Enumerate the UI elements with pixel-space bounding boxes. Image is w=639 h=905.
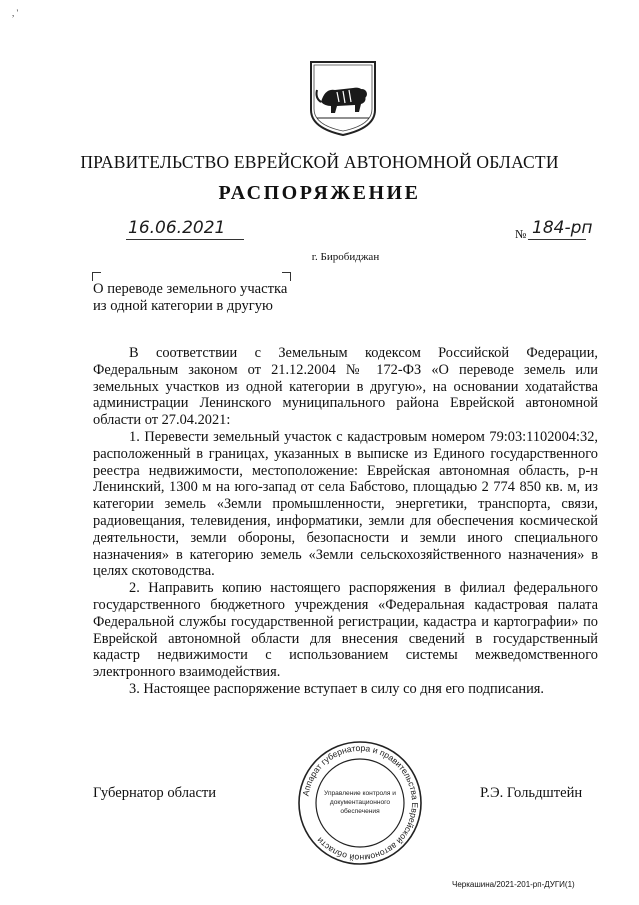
government-name: ПРАВИТЕЛЬСТВО ЕВРЕЙСКОЙ АВТОНОМНОЙ ОБЛАСТИ [80, 152, 559, 172]
document-body [93, 345, 598, 698]
subject [93, 281, 287, 315]
document-type-title: РАСПОРЯЖЕНИЕ [218, 182, 421, 204]
stamp-outer-text: Аппарат губернатора и правительства Еврейской автономной области [300, 742, 421, 864]
number-underline [528, 239, 586, 240]
stamp-inner-line: документационного [329, 799, 391, 806]
clause-2-paragraph: 2. Направить копию настоящего распоряжения в филиал федерального государственного бюджетного учреждения «Федеральная кадастровая палата Федеральной службы государственной регистрации, кадастра и картографии» по Еврейской автономной области для внесения сведений в государственный кадастр недвижимости с использованием системы межведомственного электронного взаимодействия. [93, 580, 598, 681]
signer-name: Р.Э. Гольдштейн [480, 785, 583, 801]
date-underline [126, 239, 244, 240]
coat-of-arms-emblem [307, 58, 379, 138]
clause-1-paragraph: 1. Перевести земельный участок с кадастровым номером 79:03:1102004:32, расположенный в границах, указанных в выписке из Единого государственного реестра недвижимости, местоположение: Еврейская автономная область, р-н Ленинский, 1300 м на юго-запад от села Бабстово, площадью 2 774 850 кв. м, из категории земель «Земли промышленности, энергетики, транспорта, связи, радиовещания, телевидения, информатики, земли для обеспечения космической деятельности, земли обороны, безопасности и земли иного специального назначения» в категорию земель «Земли сельскохозяйственного назначения» в целях скотоводства. [93, 428, 598, 580]
stamp-inner-line: обеспечения [340, 808, 380, 815]
subject-corner-right [282, 272, 291, 281]
subject-line: О переводе земельного участка [93, 281, 288, 297]
scan-mark: , ' [12, 8, 19, 18]
subject-corner-left [92, 272, 101, 281]
preamble-paragraph: В соответствии с Земельным кодексом Российской Федерации, Федеральным законом от 21.12.2004 № 172-ФЗ «О переводе земель или земельных участков из одной категории в другую», на основании ходатайства администрации Ленинского муниципального района Еврейской автономной области от 27.04.2021: [93, 345, 598, 429]
document-date: 16.06.2021 [128, 218, 226, 238]
stamp-inner-line: Управление контроля и [324, 790, 396, 797]
footer-reference: Черкашина/2021-201-рп-ДУГИ(1) [452, 880, 575, 889]
signer-position: Губернатор области [93, 785, 217, 801]
number-sign: № [515, 227, 527, 241]
official-stamp [296, 739, 424, 867]
city: г. Биробиджан [311, 251, 380, 263]
document-number: 184-рп [532, 218, 593, 238]
clause-3-paragraph: 3. Настоящее распоряжение вступает в силу со дня его подписания. [129, 680, 544, 697]
subject-line: из одной категории в другую [93, 298, 273, 314]
